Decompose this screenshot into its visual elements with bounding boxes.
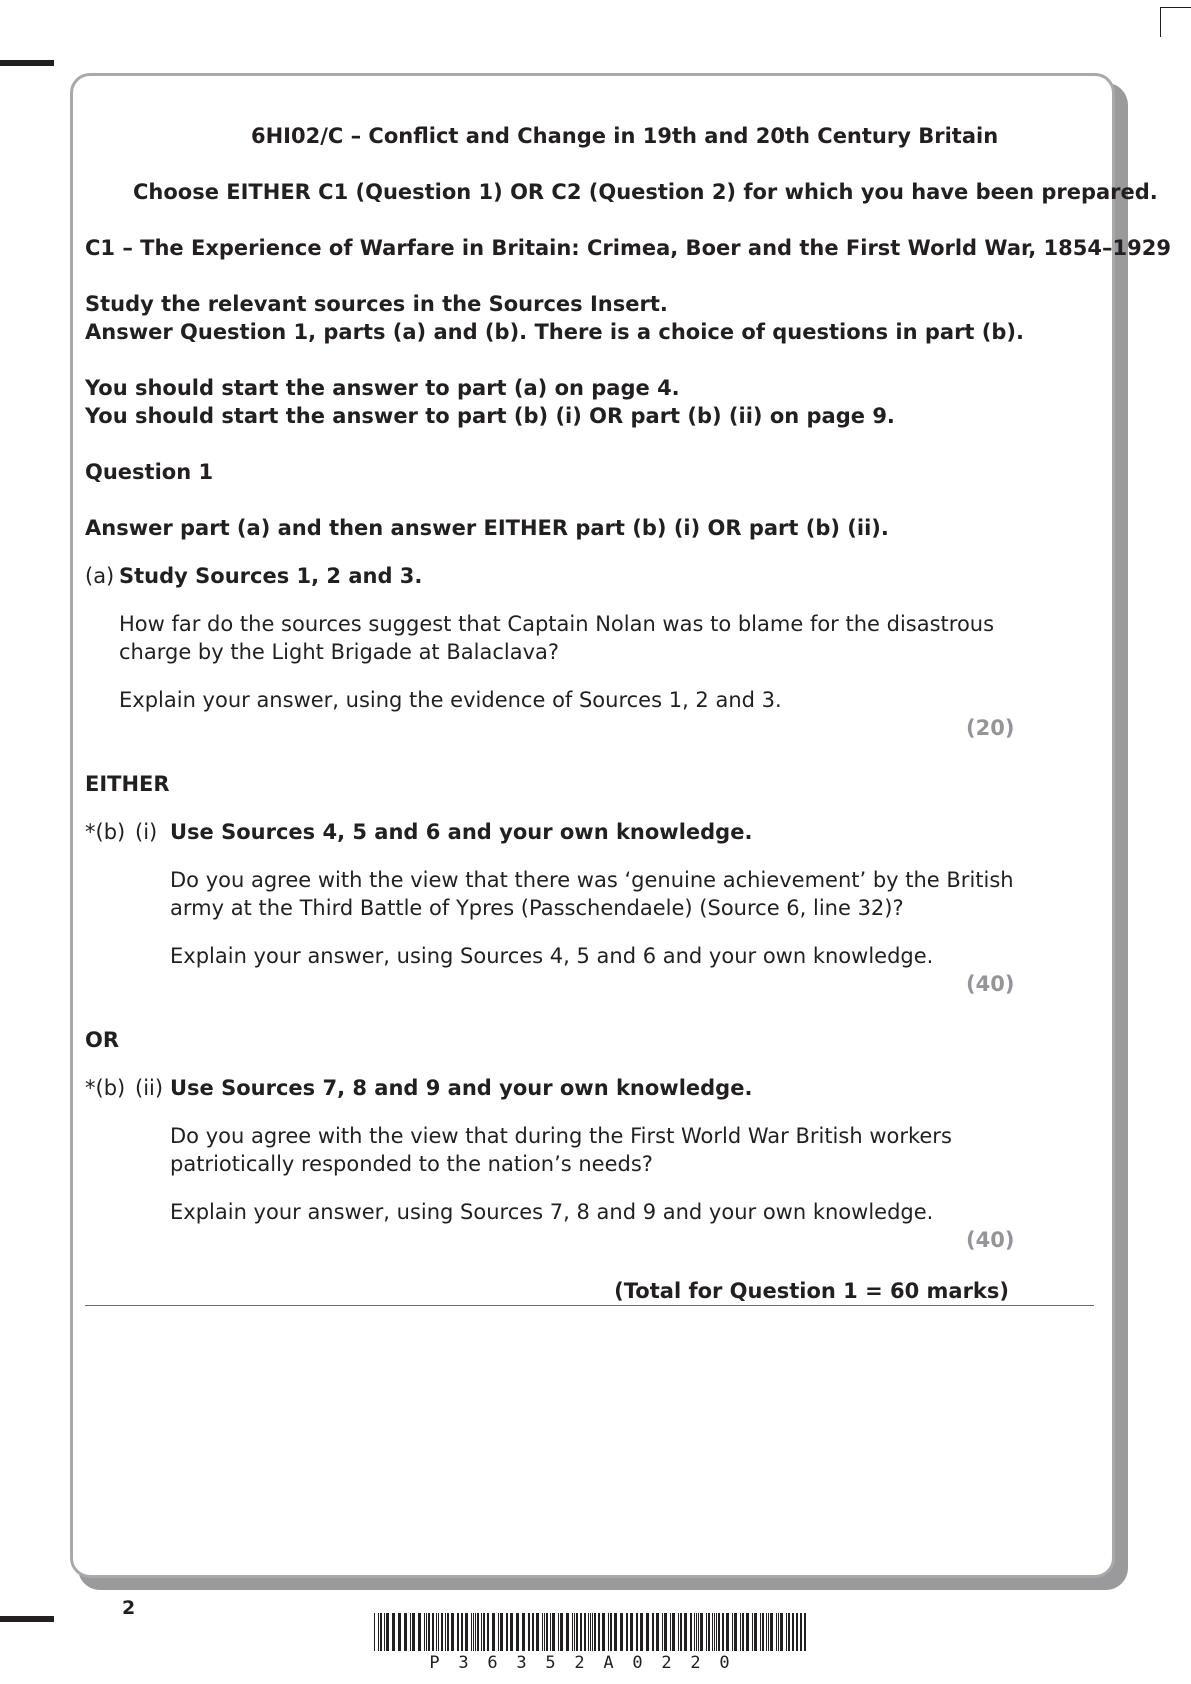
barcode-bar [522, 1613, 525, 1651]
barcode-bar [776, 1613, 777, 1651]
barcode-char: 0 [632, 1653, 643, 1673]
crop-mark-vertical [1160, 7, 1161, 37]
part-b-ii-question-line2: patriotically responded to the nation’s needs? [170, 1152, 653, 1176]
barcode-bar [542, 1613, 543, 1651]
barcode-bar [742, 1613, 744, 1651]
barcode-bar [664, 1613, 667, 1651]
barcode-bar [716, 1613, 717, 1651]
barcode-bar [656, 1613, 659, 1651]
question-heading: Question 1 [85, 460, 214, 484]
barcode-bar [678, 1613, 679, 1651]
barcode-bar [398, 1613, 401, 1651]
barcode-bar [754, 1613, 757, 1651]
total-marks: (Total for Question 1 = 60 marks) [614, 1279, 1009, 1303]
barcode-bar [438, 1613, 439, 1651]
barcode-bar [640, 1613, 643, 1651]
barcode-char: 5 [545, 1653, 556, 1673]
barcode-bar [708, 1613, 710, 1651]
barcode-bar [572, 1613, 573, 1651]
barcode-bar [475, 1613, 476, 1651]
barcode-bar [626, 1613, 628, 1651]
barcode-bar [620, 1613, 623, 1651]
barcode-bar [378, 1613, 379, 1651]
barcode-bar [614, 1613, 617, 1651]
paper-title: 6HI02/C – Conflict and Change in 19th and 20th Century Britain [251, 124, 999, 148]
part-b-ii-question-line1: Do you agree with the view that during the First World War British workers [170, 1124, 952, 1148]
barcode-bar [680, 1613, 682, 1651]
barcode-bar [804, 1613, 806, 1651]
part-b-ii-label: *(b) [85, 1076, 126, 1100]
barcode-bar [780, 1613, 783, 1651]
barcode-bar [410, 1613, 411, 1651]
barcode-bar [532, 1613, 534, 1651]
barcode-bar [418, 1613, 421, 1651]
start-part-a-instruction: You should start the answer to part (a) on page 4. [85, 376, 680, 400]
barcode-bar [471, 1613, 472, 1651]
barcode-bar [778, 1613, 779, 1651]
barcode-bar [690, 1613, 692, 1651]
barcode-bar [576, 1613, 578, 1651]
part-b-i-question-line2: army at the Third Battle of Ypres (Passchendaele) (Source 6, line 32)? [170, 896, 904, 920]
barcode-text [420, 1653, 739, 1673]
barcode-bar [792, 1613, 794, 1651]
barcode-bar [786, 1613, 787, 1651]
start-part-b-instruction: You should start the answer to part (b) (i) OR part (b) (ii) on page 9. [85, 404, 895, 428]
barcode-bar [762, 1613, 764, 1651]
barcode-char: 2 [661, 1653, 672, 1673]
barcode-bar [672, 1613, 675, 1651]
barcode-bar [544, 1613, 545, 1651]
barcode-char: 6 [487, 1653, 498, 1673]
part-b-i-marks: (40) [966, 972, 1015, 996]
part-b-ii-marks: (40) [966, 1228, 1015, 1252]
barcode-bar [726, 1613, 729, 1651]
or-label: OR [85, 1028, 120, 1052]
barcode-bar [630, 1613, 633, 1651]
barcode-char: 3 [516, 1653, 527, 1673]
barcode-bar [770, 1613, 773, 1651]
barcode-bar [552, 1613, 555, 1651]
total-divider [85, 1305, 1094, 1306]
barcode-bar [500, 1613, 503, 1651]
barcode-bar [487, 1613, 489, 1651]
barcode-bar [592, 1613, 593, 1651]
part-a-explain: Explain your answer, using the evidence of Sources 1, 2 and 3. [119, 688, 782, 712]
part-a-marks: (20) [966, 716, 1015, 740]
section-title: C1 – The Experience of Warfare in Britain: Crimea, Boer and the First World War, 1854–1929 [85, 236, 1171, 260]
barcode-bar [546, 1613, 548, 1651]
barcode-bar [510, 1613, 513, 1651]
part-b-ii-sublabel: (ii) [135, 1076, 164, 1100]
barcode-bar [536, 1613, 539, 1651]
barcode-bar [432, 1613, 434, 1651]
barcode-bar [451, 1613, 454, 1651]
barcode-bar [506, 1613, 508, 1651]
choice-instruction: Choose EITHER C1 (Question 1) OR C2 (Question 2) for which you have been prepared. [133, 180, 1158, 204]
part-b-i-question-line1: Do you agree with the view that there was ‘genuine achievement’ by the British [170, 868, 1014, 892]
barcode-bar [722, 1613, 724, 1651]
barcode-bar [602, 1613, 605, 1651]
answer-instruction: Answer part (a) and then answer EITHER part (b) (i) OR part (b) (ii). [85, 516, 889, 540]
barcode-bar [670, 1613, 671, 1651]
part-b-i-label: *(b) [85, 820, 126, 844]
barcode [374, 1613, 810, 1651]
barcode-bar [580, 1613, 582, 1651]
barcode-bar [492, 1613, 495, 1651]
registration-mark-bottom-left [0, 1616, 54, 1622]
barcode-bar [457, 1613, 459, 1651]
part-a-question-line1: How far do the sources suggest that Captain Nolan was to blame for the disastrous [119, 612, 995, 636]
barcode-bar [477, 1613, 479, 1651]
barcode-bar [694, 1613, 695, 1651]
answer-parts-instruction: Answer Question 1, parts (a) and (b). There is a choice of questions in part (b). [85, 320, 1024, 344]
barcode-bar [788, 1613, 790, 1651]
barcode-bar [386, 1613, 389, 1651]
barcode-bar [608, 1613, 609, 1651]
barcode-bar [560, 1613, 563, 1651]
barcode-char: P [429, 1653, 440, 1673]
barcode-bar [684, 1613, 687, 1651]
registration-mark-top-left [0, 60, 54, 66]
barcode-bar [483, 1613, 485, 1651]
barcode-bar [590, 1613, 591, 1651]
barcode-bar [558, 1613, 559, 1651]
barcode-bar [768, 1613, 769, 1651]
crop-mark-horizontal [1160, 7, 1191, 8]
barcode-bar [646, 1613, 649, 1651]
part-b-ii-title: Use Sources 7, 8 and 9 and your own knowledge. [170, 1076, 753, 1100]
part-b-i-title: Use Sources 4, 5 and 6 and your own knowledge. [170, 820, 753, 844]
barcode-bar [481, 1613, 482, 1651]
barcode-bar [652, 1613, 654, 1651]
part-b-ii-explain: Explain your answer, using Sources 7, 8 and 9 and your own knowledge. [170, 1200, 934, 1224]
barcode-bar [732, 1613, 733, 1651]
barcode-bar [636, 1613, 638, 1651]
barcode-bar [445, 1613, 446, 1651]
barcode-bar [380, 1613, 382, 1651]
barcode-bar [428, 1613, 430, 1651]
barcode-bar [588, 1613, 589, 1651]
barcode-bar [574, 1613, 575, 1651]
barcode-bar [610, 1613, 612, 1651]
barcode-bar [714, 1613, 715, 1651]
barcode-bar [760, 1613, 761, 1651]
barcode-bar [528, 1613, 530, 1651]
barcode-bar [598, 1613, 600, 1651]
barcode-bar [516, 1613, 519, 1651]
barcode-bar [465, 1613, 468, 1651]
barcode-bar [566, 1613, 569, 1651]
barcode-bar [706, 1613, 707, 1651]
barcode-bar [796, 1613, 798, 1651]
barcode-bar [740, 1613, 741, 1651]
barcode-char: 2 [574, 1653, 585, 1673]
barcode-bar [374, 1613, 375, 1651]
barcode-bar [498, 1613, 499, 1651]
barcode-bar [800, 1613, 802, 1651]
part-a-title: Study Sources 1, 2 and 3. [119, 564, 423, 588]
barcode-bar [734, 1613, 737, 1651]
barcode-bar [718, 1613, 720, 1651]
barcode-char: A [603, 1653, 614, 1673]
barcode-bar [698, 1613, 699, 1651]
barcode-bar [441, 1613, 443, 1651]
barcode-bar [436, 1613, 437, 1651]
barcode-bar [752, 1613, 753, 1651]
barcode-char: 3 [458, 1653, 469, 1673]
barcode-bar [392, 1613, 395, 1651]
barcode-bar [461, 1613, 463, 1651]
page-number: 2 [122, 1597, 136, 1619]
barcode-bar [746, 1613, 749, 1651]
part-a-label: (a) [85, 564, 115, 588]
barcode-bar [404, 1613, 407, 1651]
barcode-bar [426, 1613, 427, 1651]
part-a-question-line2: charge by the Light Brigade at Balaclava? [119, 640, 560, 664]
barcode-bar [424, 1613, 425, 1651]
barcode-bar [700, 1613, 703, 1651]
study-instruction: Study the relevant sources in the Sources Insert. [85, 292, 668, 316]
barcode-bar [662, 1613, 663, 1651]
barcode-bar [594, 1613, 596, 1651]
barcode-bar [712, 1613, 713, 1651]
barcode-bar [473, 1613, 474, 1651]
barcode-bar [412, 1613, 415, 1651]
barcode-bar [766, 1613, 767, 1651]
either-label: EITHER [85, 772, 170, 796]
barcode-bar [584, 1613, 586, 1651]
barcode-bar [550, 1613, 551, 1651]
barcode-bar [384, 1613, 385, 1651]
part-b-i-sublabel: (i) [135, 820, 158, 844]
barcode-bar [447, 1613, 449, 1651]
barcode-char: 2 [690, 1653, 701, 1673]
part-b-i-explain: Explain your answer, using Sources 4, 5 and 6 and your own knowledge. [170, 944, 934, 968]
barcode-bar [696, 1613, 697, 1651]
barcode-char: 0 [719, 1653, 730, 1673]
